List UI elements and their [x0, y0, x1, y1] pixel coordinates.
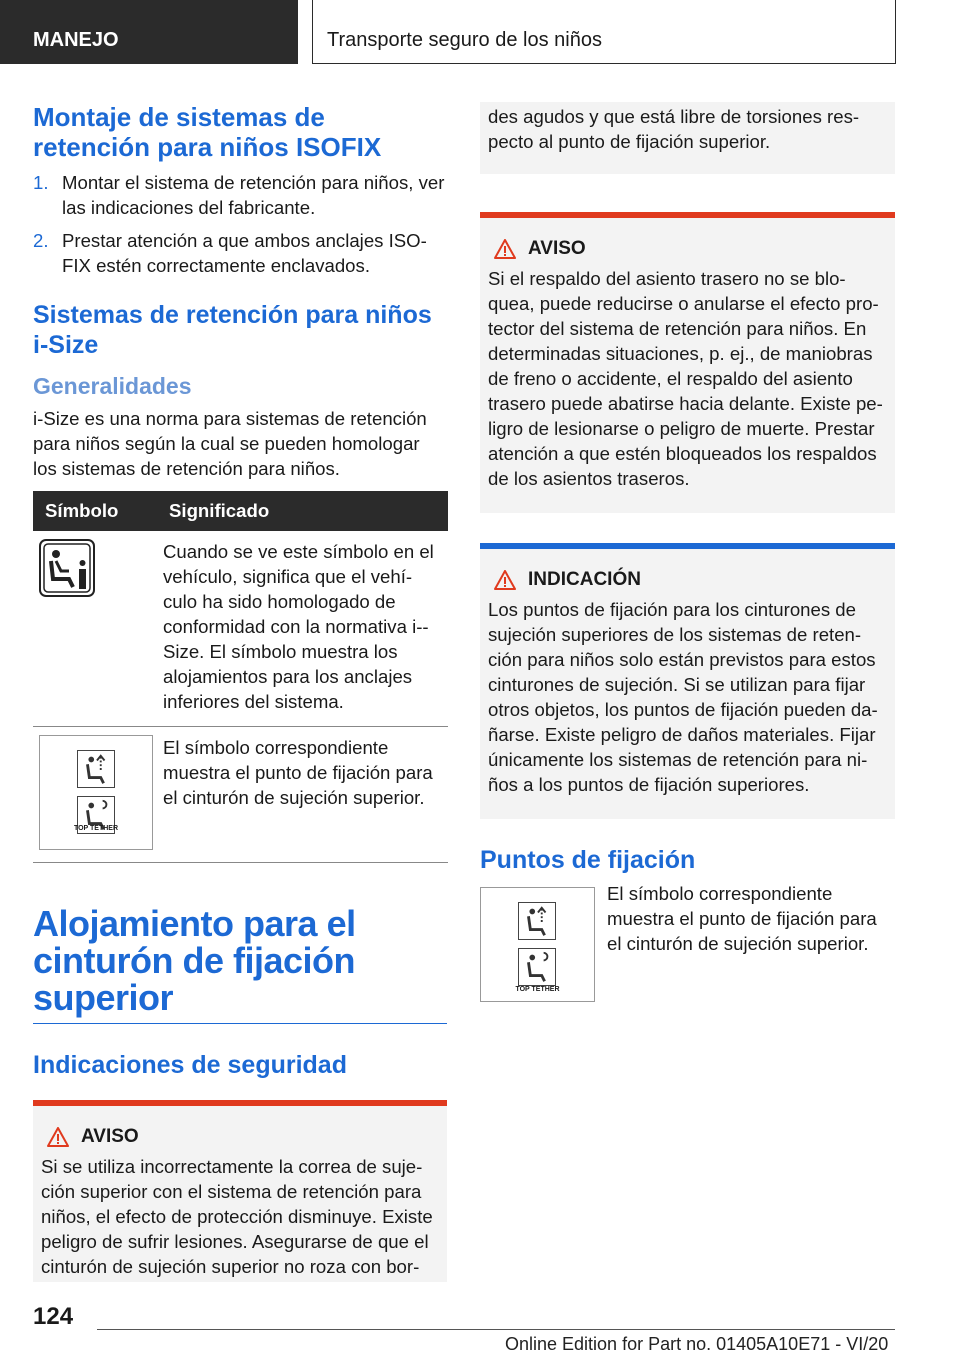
step-item	[33, 228, 447, 278]
warning-text: Si se utiliza incorrectamente la correa de suje-ción superior con el sistema de retención para niños, el efecto de protección disminuye. Existe peligro de sufrir lesiones. Asegurarse de que el cinturón de sujeción superior no roza con bor-	[41, 1156, 433, 1277]
footer-rule	[97, 1329, 895, 1330]
points-heading: Puntos de fijación	[480, 846, 696, 874]
section-label: MANEJO	[33, 29, 119, 51]
safety-heading: Indicaciones de seguridad	[33, 1051, 347, 1079]
page-number: 124	[33, 1303, 74, 1330]
tether-seat-icon	[518, 902, 556, 940]
row-meaning: El símbolo correspondiente muestra el punto de fijación para el cinturón de sujeción superior.	[157, 727, 448, 863]
points-text: El símbolo correspondiente muestra el punto de fijación para el cinturón de sujeción superior.	[607, 883, 877, 954]
section-tab	[0, 0, 298, 64]
row-meaning: Cuando se ve este símbolo en el vehículo, significa que el vehí-culo ha sido homologado de conformidad con la normativa i--Size. El símbolo muestra los alojamientos para los anclajes inferiores del sistema.	[157, 531, 448, 727]
warning-label: AVISO	[528, 238, 586, 259]
edition-text: Online Edition for Part no. 01405A10E71 - VI/20	[505, 1334, 889, 1354]
step-number: 1.	[33, 172, 49, 193]
tether-heading: Alojamiento para el cinturón de fijación superior	[33, 903, 356, 1018]
right-column	[480, 102, 895, 1002]
tether-seat-icon	[77, 750, 115, 788]
warning-text: Si el respaldo del asiento trasero no se blo-quea, puede reducirse o anularse el efecto pro-tector del sistema de retención para niños. En determinadas situaciones, p. ej., de maniobras de freno o accidente, el respaldo del asiento trasero puede abatirse hacia delante. Existe pe-ligro de lesionarse o peligro de muerte. Prestar atención a que estén bloqueados los respaldos de los asientos traseros.	[488, 268, 883, 489]
isofix-steps	[33, 170, 447, 278]
top-tether-icon	[39, 735, 153, 850]
col-meaning-header: Significado	[157, 491, 448, 531]
warning-triangle-icon	[494, 570, 516, 590]
points-content	[480, 883, 895, 1002]
isize-heading: Sistemas de retención para niños i-Size	[33, 301, 432, 359]
isize-subheading: Generalidades	[33, 373, 192, 399]
note-box	[480, 543, 895, 819]
warning-label: AVISO	[81, 1126, 139, 1147]
isize-seat-icon	[39, 539, 95, 597]
warning-box-continued	[480, 102, 895, 174]
isofix-heading: Montaje de sistemas de retención para niños ISOFIX	[33, 102, 382, 162]
step-item	[33, 170, 447, 220]
tether-caption: TOP TETHER	[515, 986, 560, 993]
table-row	[33, 727, 448, 863]
tether-anchor-icon	[518, 948, 556, 986]
table-row	[33, 531, 448, 727]
top-tether-icon	[480, 887, 595, 1002]
isize-intro: i-Size es una norma para sistemas de retención para niños según la cual se pueden homologar los sistemas de retención para niños.	[33, 408, 427, 479]
warning-box	[33, 1100, 447, 1282]
left-column	[33, 102, 447, 1282]
tether-caption: TOP TETHER	[73, 825, 119, 832]
warning-triangle-icon	[47, 1127, 69, 1147]
symbol-table	[33, 491, 448, 863]
chapter-title: Transporte seguro de los niños	[327, 29, 602, 51]
step-text: Montar el sistema de retención para niños, ver las indicaciones del fabricante.	[62, 172, 445, 218]
chapter-title-box	[312, 0, 896, 64]
col-symbol-header: Símbolo	[33, 491, 157, 531]
warning-text-continued: des agudos y que está libre de torsiones res-pecto al punto de fijación superior.	[488, 106, 860, 152]
note-text: Los puntos de fijación para los cinturones de sujeción superiores de los sistemas de reten-ción para niños solo están previstos para estos cinturones de sujeción. Si se utilizan para fijar otros objetos, los puntos de fijación pueden da-ñarse. Existe peligro de daños materiales. Fijar únicamente los sistemas de retención para ni-ños a los puntos de fijación superiores.	[488, 599, 878, 795]
heading-rule	[33, 1020, 447, 1024]
step-number: 2.	[33, 230, 49, 251]
warning-box	[480, 212, 895, 513]
note-label: INDICACIÓN	[528, 569, 641, 590]
warning-triangle-icon	[494, 239, 516, 259]
step-text: Prestar atención a que ambos anclajes ISO-FIX estén correctamente enclavados.	[62, 230, 427, 276]
